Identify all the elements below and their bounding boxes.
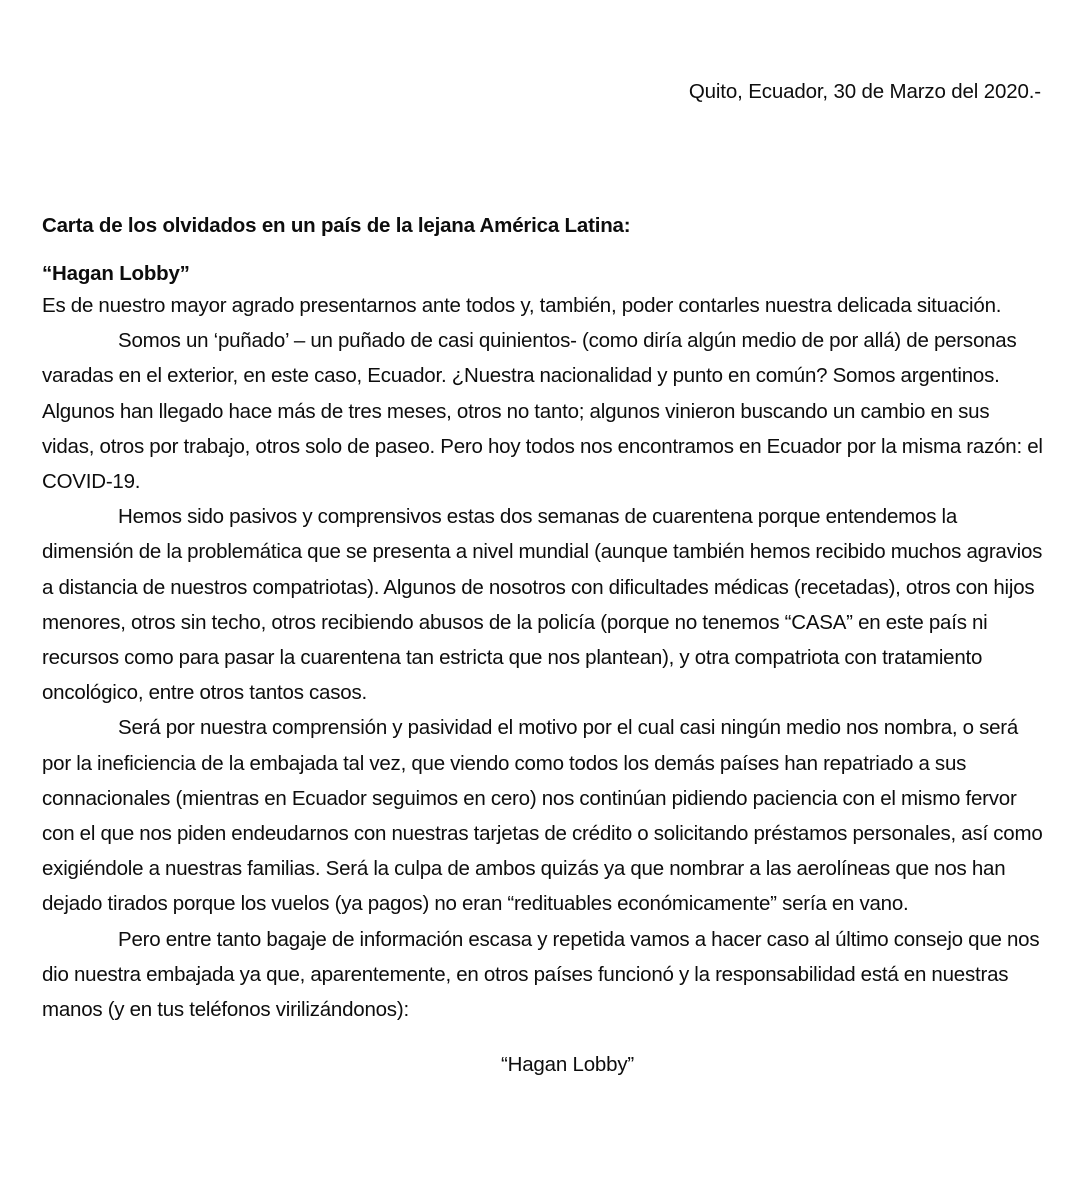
closing-line: “Hagan Lobby” bbox=[500, 1053, 634, 1077]
letter-title: Carta de los olvidados en un país de la lejana América Latina: bbox=[42, 214, 631, 237]
paragraph-4: Será por nuestra comprensión y pasividad el motivo por el cual casi ningún medio nos nombra, o será por la ineficiencia de la embajada tal vez, que viendo como todos los demás países han repatriado a sus connacionales (mientras en Ecuador seguimos en cero) nos continúan pidiendo paciencia con el mismo fervor con el que nos piden endeudarnos con nuestras tarjetas de crédito o solicitando préstamos personales, así como exigiéndole a nuestras familias. Será la culpa de ambos quizás ya que nombrar a las aerolíneas que nos han dejado tirados porque los vuelos (ya pagos) no eran “redituables económicamente” sería en vano. bbox=[42, 716, 1043, 916]
paragraph-3: Hemos sido pasivos y comprensivos estas dos semanas de cuarentena porque entendemos la dimensión de la problemática que se presenta a nivel mundial (aunque también hemos recibido muchos agravios a distancia de nuestros compatriotas). Algunos de nosotros con dificultades médicas (recetadas), otros con hijos menores, otros sin techo, otros recibiendo abusos de la policía (porque no tenemos “CASA” en este país ni recursos como para pasar la cuarentena tan estricta que nos plantean), y otra compatriota con tratamiento oncológico, entre otros tantos casos. bbox=[42, 505, 1043, 705]
paragraph-1: Es de nuestro mayor agrado presentarnos ante todos y, también, poder contarles nuestra delicada situación. bbox=[42, 294, 1002, 317]
paragraph-2: Somos un ‘puñado’ – un puñado de casi quinientos- (como diría algún medio de por allá) de personas varadas en el exterior, en este caso, Ecuador. ¿Nuestra nacionalidad y punto en común? Somos argentinos. Algunos han llegado hace más de tres meses, otros no tanto; algunos vinieron buscando un cambio en sus vidas, otros por trabajo, otros solo de paseo. Pero hoy todos nos encontramos en Ecuador por la misma razón: el COVID-19. bbox=[42, 329, 1043, 494]
letter-subtitle: “Hagan Lobby” bbox=[42, 262, 190, 285]
paragraph-5: Pero entre tanto bagaje de información escasa y repetida vamos a hacer caso al último consejo que nos dio nuestra embajada ya que, aparentemente, en otros países funcionó y la responsabilidad está en nuestras manos (y en tus teléfonos virilizándonos): bbox=[42, 927, 1040, 1022]
document-body bbox=[42, 0, 1045, 1082]
dateline: Quito, Ecuador, 30 de Marzo del 2020.- bbox=[688, 80, 1041, 103]
